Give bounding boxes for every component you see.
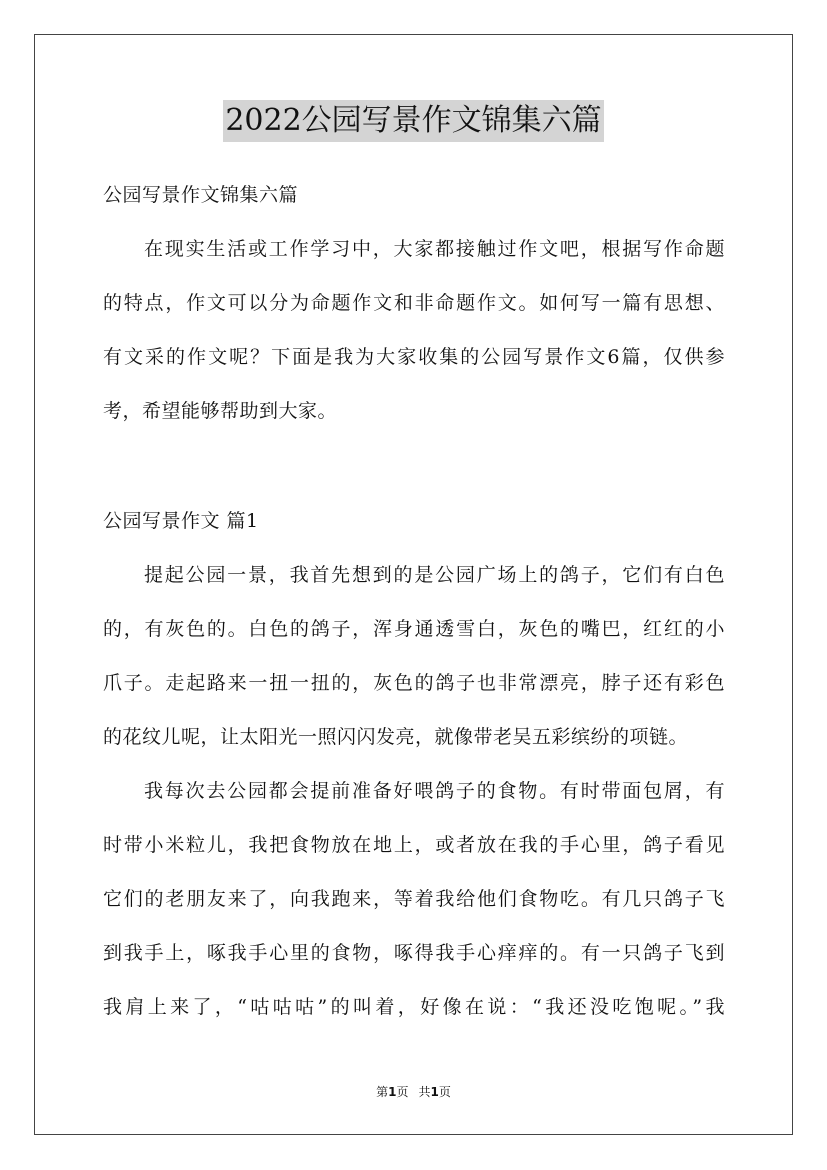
paragraph-line: 的，有灰色的。白色的鸽子，浑身通透雪白，灰色的嘴巴，红红的小 bbox=[103, 618, 725, 640]
paragraph-line: 它们的老朋友来了，向我跑来，等着我给他们食物吃。有几只鸽子飞 bbox=[103, 888, 725, 910]
paragraph-line: 我肩上来了，“咕咕咕”的叫着，好像在说：“我还没吃饱呢。”我 bbox=[103, 996, 725, 1018]
total-pages: 1 bbox=[430, 1085, 439, 1099]
paragraph-line: 有文采的作文呢？下面是我为大家收集的公园写景作文6篇，仅供参 bbox=[103, 346, 725, 368]
paragraph-line: 在现实生活或工作学习中，大家都接触过作文吧，根据写作命题 bbox=[144, 238, 725, 260]
paragraph-1 bbox=[103, 552, 725, 768]
paragraph-line: 的特点，作文可以分为命题作文和非命题作文。如何写一篇有思想、 bbox=[103, 292, 725, 314]
page-suffix: 页 bbox=[396, 1085, 409, 1099]
paragraph-line: 我每次去公园都会提前准备好喂鸽子的食物。有时带面包屑，有 bbox=[144, 780, 725, 802]
total-prefix: 共 bbox=[418, 1085, 431, 1099]
page-footer bbox=[0, 1083, 827, 1100]
paragraph-line: 的花纹儿呢，让太阳光一照闪闪发亮，就像带老吴五彩缤纷的项链。 bbox=[103, 726, 689, 748]
paragraph-line: 时带小米粒儿，我把食物放在地上，或者放在我的手心里，鸽子看见 bbox=[103, 834, 725, 856]
document-title: 2022公园写景作文锦集六篇 bbox=[223, 100, 603, 142]
subtitle: 公园写景作文锦集六篇 bbox=[103, 184, 299, 206]
section-spacer bbox=[103, 442, 725, 498]
document-body bbox=[103, 172, 725, 1038]
intro-paragraph bbox=[103, 226, 725, 442]
paragraph-2 bbox=[103, 768, 725, 1038]
paragraph-line: 考，希望能够帮助到大家。 bbox=[103, 400, 338, 422]
section-heading: 公园写景作文 篇1 bbox=[103, 510, 259, 532]
paragraph-line: 到我手上，啄我手心里的食物，啄得我手心痒痒的。有一只鸽子飞到 bbox=[103, 942, 725, 964]
total-suffix: 页 bbox=[438, 1085, 451, 1099]
page-number: 1 bbox=[388, 1085, 397, 1099]
page-prefix: 第 bbox=[376, 1085, 389, 1099]
title-container bbox=[0, 100, 827, 142]
paragraph-line: 提起公园一景，我首先想到的是公园广场上的鸽子，它们有白色 bbox=[144, 564, 725, 586]
paragraph-line: 爪子。走起路来一扭一扭的，灰色的鸽子也非常漂亮，脖子还有彩色 bbox=[103, 672, 725, 694]
